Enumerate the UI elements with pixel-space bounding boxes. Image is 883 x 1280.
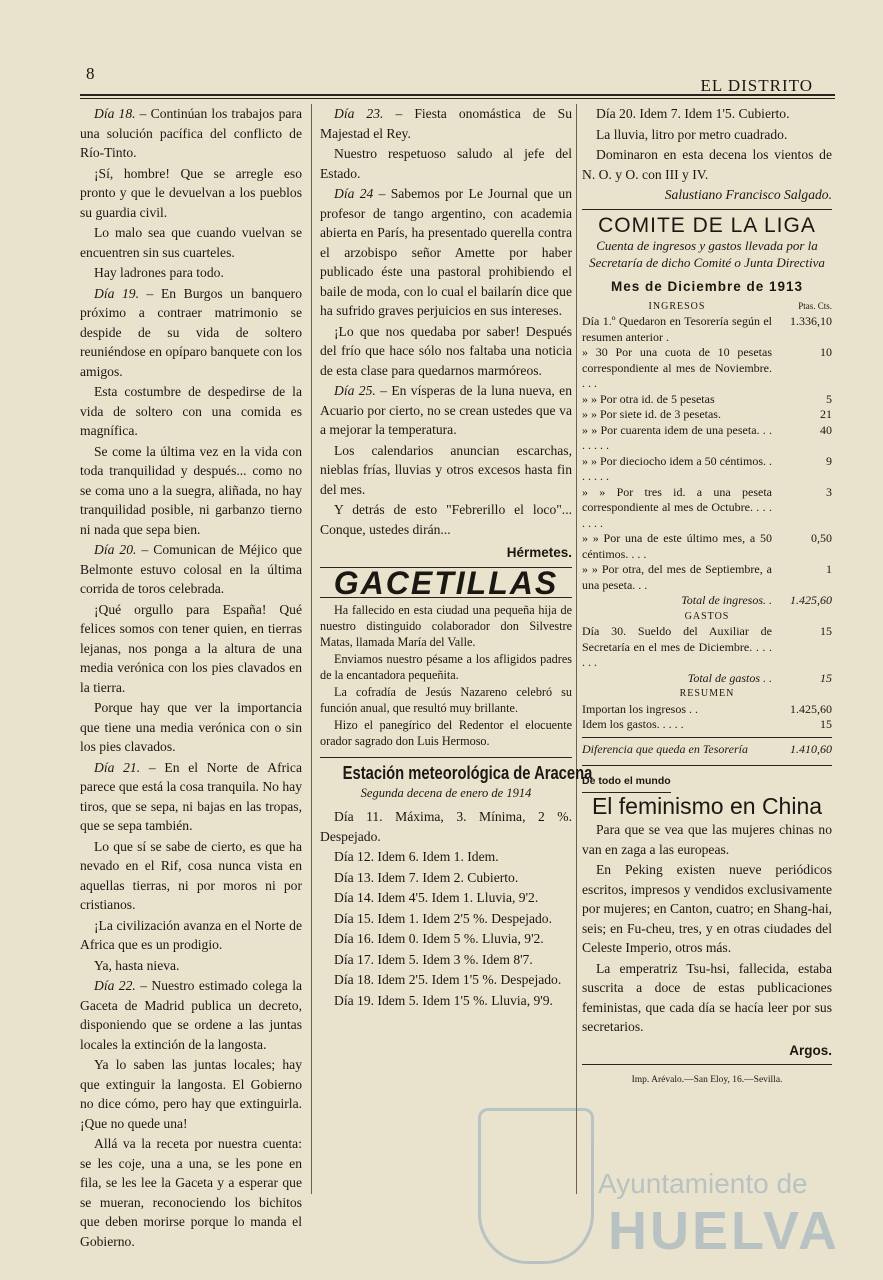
column-divider (576, 104, 577, 1194)
ledger-item: Importan los ingresos . . (582, 701, 698, 716)
estacion-heading: Estación meteorológica de Aracena (342, 763, 593, 783)
ledger-row (582, 485, 832, 532)
signature-argos: Argos. (789, 1042, 832, 1058)
paragraph-text: Allá va la receta por nuestra cuenta: se les coje, una a una, se les pone en fila, se les lee la Gaceta y a esperar que se mueran, reconociendo los bichitos que deben morirse porque lo manda el Gobierno. (80, 1136, 302, 1249)
weather-entry: Día 13. Idem 7. Idem 2. Cubierto. (334, 869, 519, 885)
ptas-header: Ptas. Cts. (798, 300, 832, 311)
total-ingresos-amount: 1.425,60 (790, 593, 832, 607)
ledger-item: » » Por tres id. a una peseta correspondiente al mes de Octubre. . . . . . . . (582, 484, 772, 530)
ledger-row (582, 454, 832, 485)
ledger-amount: 5 (826, 391, 832, 406)
feminismo-heading: El feminismo en China (591, 792, 823, 819)
paragraph-text: – En el Norte de Africa parece que está la cosa tranquila. No hay tiros, que se sepa, ni bajas en las tropas, que se sepa también. (80, 759, 302, 833)
weather-entry: Dominaron en esta decena los vientos de N. O. y O. con III y IV. (582, 147, 832, 182)
column-1 (80, 104, 302, 1252)
weather-entry: Día 20. Idem 7. Idem 1'5. Cubierto. (596, 106, 790, 121)
gastos-header: GASTOS (684, 610, 730, 622)
ledger-row (582, 314, 832, 345)
paragraph-text: Nuestro respetuoso saludo al jefe del Estado. (320, 146, 572, 181)
ledger-amount: 9 (826, 453, 832, 468)
ledger-amount: 40 (820, 422, 832, 437)
ledger-amount: 1.425,60 (790, 701, 832, 716)
paragraph (320, 381, 572, 440)
divider (582, 737, 832, 738)
paragraph (80, 104, 302, 163)
diferencia-amount: 1.410,60 (790, 741, 832, 756)
ledger-row (582, 407, 832, 423)
paragraph (80, 284, 302, 382)
ledger-row (582, 345, 832, 392)
ledger-amount: 15 (820, 624, 832, 638)
ledger-amount: 1.336,10 (790, 314, 832, 328)
ledger-row (582, 702, 832, 718)
day-label: Día 19. (94, 285, 139, 301)
day-label: Día 24 (334, 186, 374, 201)
paragraph-text: Lo malo sea que cuando vuelvan se encuentren sin sus cuarteles. (80, 225, 302, 260)
divider (582, 765, 832, 766)
paragraph (80, 698, 302, 757)
paragraph (80, 956, 302, 976)
shield-icon (478, 1108, 594, 1264)
diferencia-label: Diferencia que queda en Tesorería (582, 741, 748, 756)
paragraph-text: ¡La civilización avanza en el Norte de Africa que es un prodigio. (80, 917, 302, 952)
paragraph-text: Los calendarios anuncian escarchas, nieblas frías, lluvias y otros excesos hasta fin del mes. (320, 442, 572, 497)
paragraph (80, 263, 302, 283)
paragraph (320, 500, 572, 539)
paragraph-text: Esta costumbre de despedirse de la vida de soltero con una comida es magnífica. (80, 384, 302, 438)
watermark-line2: HUELVA (608, 1201, 840, 1261)
ledger-amount: 1 (826, 562, 832, 576)
meteo-signature: Salustiano Francisco Salgado. (664, 187, 832, 202)
total-ingresos-label: Total de ingresos. . (681, 593, 772, 607)
paragraph-text: Se come la última vez en la vida con toda tranquilidad y después... como no se coma uno a la suegra, aliñada, no hay tranquilidad posible, ni garbanzo tierno ni nada que sepa bien. (80, 443, 302, 537)
paragraph-text: – En vísperas de la luna nueva, en Acuario por cierto, no se crean ustedes que va a mejorar la temperatura. (320, 383, 572, 437)
divider (320, 757, 572, 758)
ledger-item: Día 30. Sueldo del Auxiliar de Secretaría en el mes de Diciembre. . . . . . . (582, 624, 772, 669)
day-label: Día 18. (94, 106, 136, 121)
ledger-row (582, 531, 832, 562)
column-3 (582, 104, 832, 1091)
paragraph-text: ¡Qué orgullo para España! Qué felices somos con tener quien, en tierras lejanas, nos ponga a la altura de una media verónica con los pies clavados en la tierra. (80, 601, 302, 695)
paragraph-text: ¡Lo que nos quedaba por saber! Después del frío que hace sólo nos faltaba una noticia de esta clase para quedarnos marmóreos. (320, 323, 572, 378)
paragraph-text: Lo que sí se sabe de cierto, es que ha nevado en el Rif, cosa nunca vista en aquellas tierras, ni por moros ni por cristianos. (80, 838, 302, 912)
paragraph-text: ¡Sí, hombre! Que se arregle eso pronto y que le devuelvan a los pueblos su guardia civil. (80, 165, 302, 220)
paragraph-text: Porque hay que ver la importancia que tiene una media verónica con o sin los pies clavados. (80, 700, 302, 754)
header-rule-2 (80, 98, 835, 99)
watermark-line1: Ayuntamiento de (598, 1168, 808, 1199)
ledger-item: » » Por dieciocho idem a 50 céntimos. . . . . . . (582, 453, 772, 483)
ledger-item: » » Por siete id. de 3 pesetas. (582, 407, 721, 421)
ledger-amount: 10 (820, 345, 832, 359)
paragraph (80, 1055, 302, 1133)
ledger-row (582, 562, 832, 593)
ledger-item: » » Por una de este último mes, a 50 céntimos. . . . (582, 531, 772, 561)
ledger-row (582, 624, 832, 671)
ledger-item: Idem los gastos. . . . . (582, 717, 684, 731)
gacetilla-item: La cofradía de Jesús Nazareno celebró su función anual, que resultó muy brillante. (320, 685, 572, 715)
divider (582, 1064, 832, 1065)
header-rule (80, 94, 835, 96)
paragraph (80, 382, 302, 441)
ledger-amount: 21 (820, 407, 832, 421)
feminismo-paragraph: Para que se vea que las mujeres chinas no van en zaga a las europeas. (582, 822, 832, 857)
column-2 (320, 104, 593, 1011)
weather-entry: Día 14. Idem 4'5. Idem 1. Lluvia, 9'2. (334, 890, 539, 905)
total-gastos-amount: 15 (820, 670, 832, 685)
paragraph-text: – Sabemos por Le Journal que un profesor de tango argentino, con academia abierta en París, ha presentado querella contra el arzobispo señor Amette por haber publicado éste una pastoral prohibiendo el baile de moda, con lo cual el bailarín dice que ha sufrido graves perjuicios en sus intereses. (320, 186, 572, 318)
ledger-amount: 0,50 (811, 531, 832, 545)
paragraph (80, 976, 302, 1054)
estacion-list (320, 807, 572, 1010)
resumen-header: RESUMEN (679, 688, 735, 699)
page-number: 8 (86, 64, 95, 83)
divider (582, 209, 832, 210)
gacetilla-item: Hizo el panegírico del Redentor el elocuente orador sagrado don Luis Hermoso. (320, 718, 572, 748)
weather-entry: Día 15. Idem 1. Idem 2'5 %. Despejado. (334, 910, 553, 926)
ingresos-header: INGRESOS (648, 300, 706, 312)
gacetillas-list (320, 602, 572, 749)
gacetillas-heading: GACETILLAS (333, 564, 559, 601)
ledger (582, 299, 832, 758)
day-label: Día 23. (334, 106, 384, 121)
masthead-title: EL DISTRITO (700, 76, 813, 95)
gacetilla-item: Ha fallecido en esta ciudad una pequeña hija de nuestro distinguido colaborador don Silvestre Matas, llamada María del Valle. (320, 603, 572, 649)
total-gastos-label: Total de gastos . . (687, 670, 772, 685)
ledger-item: » » Por otra id. de 5 pesetas (582, 391, 715, 406)
estacion-subtitle: Segunda decena de enero de 1914 (360, 785, 532, 800)
mes-heading: Mes de Diciembre de 1913 (610, 279, 804, 294)
ledger-item: » » Por otra, del mes de Septiembre, a una peseta. . . (582, 562, 772, 592)
paragraph-text: Ya, hasta nieva. (94, 957, 180, 973)
total-gastos-row (582, 671, 832, 687)
paragraph-text: Ya lo saben las juntas locales; hay que extinguir la langosta. El Gobierno no dice cómo, pero hay que extinguirla. ¡Que no quede una! (80, 1057, 302, 1131)
paragraph-text: Hay ladrones para todo. (94, 265, 224, 280)
weather-entry: Día 17. Idem 5. Idem 3 %. Idem 8'7. (334, 951, 533, 967)
gacetilla-item: Enviamos nuestro pésame a los afligidos padres de la encantadora pequeñita. (320, 652, 572, 682)
feminismo-paragraph: La emperatriz Tsu-hsi, fallecida, estaba suscrita a doce de estas publicaciones feministas, que cada día se hacía leer por sus secretarios. (582, 960, 832, 1034)
weather-entry: Día 18. Idem 2'5. Idem 1'5 %. Despejado. (334, 972, 562, 987)
watermark (478, 1108, 840, 1268)
day-label: Día 21. (94, 759, 141, 775)
weather-entry: Día 11. Máxima, 3. Mínima, 2 %. Despejado. (320, 809, 572, 844)
weather-entry: Día 19. Idem 5. Idem 1'5 %. Lluvia, 9'9. (334, 992, 553, 1008)
paragraph (320, 322, 572, 381)
paragraph-text: – En Burgos un banquero próximo a contraer matrimonio se despide de su vida de soltero reuniéndose en opíparo banquete con los amigos. (80, 285, 302, 379)
weather-entry: Día 16. Idem 0. Idem 5 %. Lluvia, 9'2. (334, 931, 544, 946)
ledger-item: » 30 Por una cuota de 10 pesetas correspondiente al mes de Noviembre. . . . (582, 345, 772, 390)
paragraph-text: – Comunican de Méjico que Belmonte estuvo colosal en la última corrida de toros celebrada. (80, 542, 302, 596)
paragraph (80, 223, 302, 262)
ledger-row (582, 392, 832, 408)
paragraph (320, 441, 572, 500)
paragraph (80, 442, 302, 540)
total-ingresos-row (582, 593, 832, 609)
paragraph (320, 184, 572, 321)
paragraph (80, 600, 302, 698)
paragraph (80, 540, 302, 599)
paragraph-text: – Continúan los trabajos para una solución pacífica del conflicto de Río-Tinto. (80, 106, 302, 160)
diferencia-row (582, 742, 832, 758)
paragraph (80, 916, 302, 955)
paragraph (320, 144, 572, 183)
ledger-amount: 3 (826, 484, 832, 499)
ledger-item: » » Por cuarenta idem de una peseta. . . . . . . . (582, 422, 772, 452)
paragraph (320, 104, 572, 143)
ledger-row (582, 717, 832, 733)
signature-hermetes: Hérmetes. (506, 545, 572, 560)
paragraph (80, 164, 302, 223)
day-label: Día 20. (94, 542, 137, 557)
paragraph (80, 1134, 302, 1251)
weather-entry: Día 12. Idem 6. Idem 1. Idem. (334, 849, 499, 864)
feminismo-paragraph: En Peking existen nueve periódicos escritos, impresos y vendidos exclusivamente por mujeres; en Canton, cuatro; en Shang-hai, seis; en Fu-cheu, tres, y en otras ciudades del Celeste Imperio, otros más. (582, 862, 832, 955)
weather-entry: La lluvia, litro por metro cuadrado. (596, 126, 788, 142)
paragraph-text: Y detrás de esto "Febrerillo el loco"... Conque, ustedes dirán... (320, 502, 572, 537)
ledger-amount: 15 (820, 717, 832, 731)
day-label: Día 25. (334, 383, 376, 398)
paragraph-text: – Nuestro estimado colega la Gaceta de Madrid publica un decreto, disponiendo que se ordene a las juntas locales la extinción de la langosta. (80, 978, 303, 1052)
day-label: Día 22. (94, 978, 136, 993)
paragraph (80, 837, 302, 915)
printer-imprint: Imp. Arévalo.—San Eloy, 16.—Sevilla. (631, 1075, 783, 1085)
ledger-row (582, 423, 832, 454)
comite-heading: COMITE DE LA LIGA (598, 213, 816, 237)
paragraph (80, 758, 302, 836)
section-label: De todo el mundo (582, 772, 671, 793)
comite-subtitle: Cuenta de ingresos y gastos llevada por la Secretaría de dicho Comité o Junta Directiva (589, 238, 825, 270)
column-divider (311, 104, 312, 1194)
paragraph-text: – Fiesta onomástica de Su Majestad el Rey. (320, 106, 573, 141)
ledger-item: Día 1.º Quedaron en Tesorería según el resumen anterior . (582, 314, 772, 344)
